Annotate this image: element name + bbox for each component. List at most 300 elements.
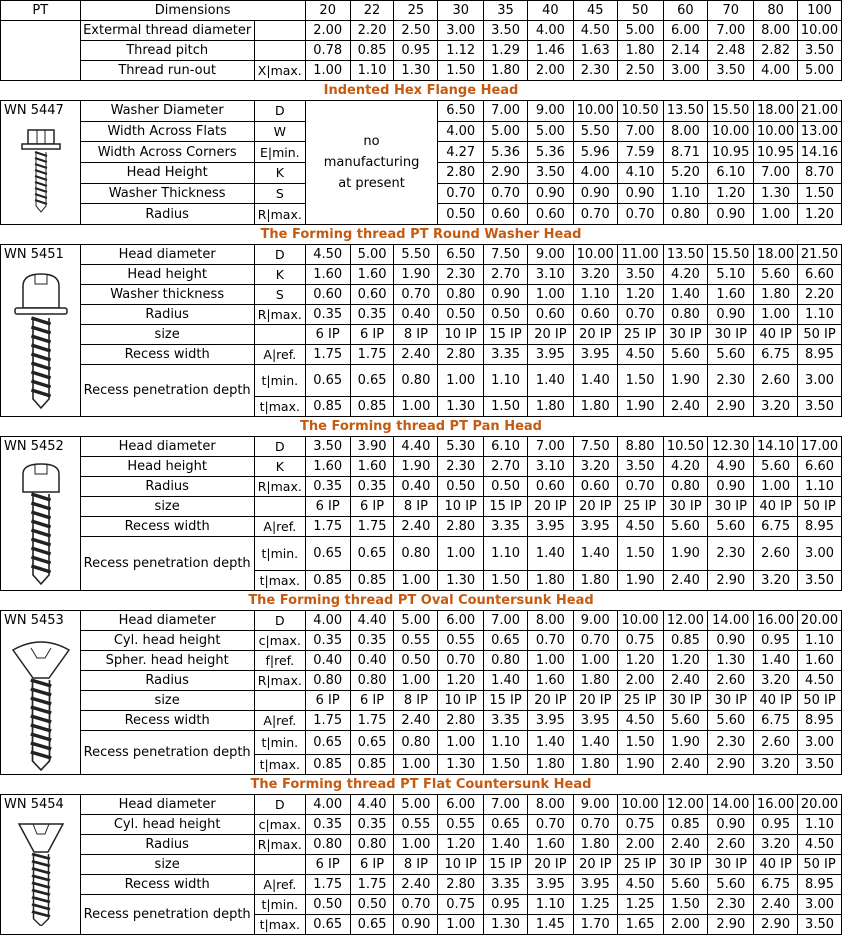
value-cell: 0.50 xyxy=(484,305,528,325)
value-cell: 1.20 xyxy=(438,671,484,691)
value-cell: 2.50 xyxy=(394,21,438,41)
column-header-size: 22 xyxy=(350,1,394,21)
general-row xyxy=(1,61,842,81)
value-cell: 1.20 xyxy=(438,835,484,855)
value-cell: 10.00 xyxy=(708,121,754,142)
round-washer-screw-icon xyxy=(11,268,71,416)
value-cell: 15 IP xyxy=(484,497,528,517)
section-title: Indented Hex Flange Head xyxy=(1,81,842,101)
value-cell: 2.30 xyxy=(708,537,754,571)
value-cell: 4.50 xyxy=(305,245,350,265)
value-cell: 4.50 xyxy=(617,345,663,365)
product-code-cell xyxy=(1,245,81,417)
value-cell: 6.60 xyxy=(798,265,842,285)
value-cell: 6.00 xyxy=(663,21,708,41)
value-cell: 1.90 xyxy=(394,265,438,285)
value-cell: 1.90 xyxy=(663,731,708,755)
row-symbol: S xyxy=(254,285,305,305)
value-cell: 7.00 xyxy=(617,121,663,142)
value-cell: 4.50 xyxy=(798,835,842,855)
row-symbol xyxy=(254,41,305,61)
product-code-cell xyxy=(1,437,81,591)
value-cell: 0.80 xyxy=(394,537,438,571)
value-cell: 1.75 xyxy=(305,345,350,365)
value-cell: 15 IP xyxy=(484,855,528,875)
row-label: Cyl. head height xyxy=(80,815,254,835)
value-cell: 0.50 xyxy=(438,204,484,225)
value-cell: 30 IP xyxy=(663,855,708,875)
product-code: WN 5454 xyxy=(4,797,64,812)
flat-row xyxy=(1,815,842,835)
value-cell: 5.60 xyxy=(708,711,754,731)
value-cell: 14.10 xyxy=(754,437,798,457)
value-cell: 40 IP xyxy=(754,497,798,517)
value-cell: 3.00 xyxy=(438,21,484,41)
value-cell: 1.46 xyxy=(527,41,573,61)
column-header-size: 40 xyxy=(527,1,573,21)
value-cell: 0.70 xyxy=(438,183,484,204)
flat-penetration-row xyxy=(1,895,842,915)
value-cell: 2.30 xyxy=(573,61,617,81)
value-cell: 1.75 xyxy=(305,517,350,537)
value-cell: 3.50 xyxy=(798,915,842,935)
value-cell: 0.65 xyxy=(484,631,528,651)
value-cell: 30 IP xyxy=(708,855,754,875)
value-cell: 1.90 xyxy=(617,755,663,775)
column-header-size: 80 xyxy=(754,1,798,21)
value-cell: 3.95 xyxy=(527,711,573,731)
oval-penetration-row xyxy=(1,731,842,755)
value-cell: 0.90 xyxy=(708,204,754,225)
value-cell: 1.75 xyxy=(305,711,350,731)
value-cell: 13.50 xyxy=(663,101,708,122)
value-cell: 20 IP xyxy=(573,855,617,875)
value-cell: 4.00 xyxy=(305,795,350,815)
value-cell: 1.80 xyxy=(573,397,617,417)
value-cell: 5.00 xyxy=(394,611,438,631)
value-cell: 3.20 xyxy=(754,755,798,775)
row-symbol xyxy=(254,325,305,345)
value-cell: 1.90 xyxy=(617,571,663,591)
value-cell: 8.70 xyxy=(798,162,842,183)
value-cell: 0.80 xyxy=(663,204,708,225)
value-cell: 25 IP xyxy=(617,325,663,345)
value-cell: 0.50 xyxy=(394,651,438,671)
value-cell: 12.30 xyxy=(708,437,754,457)
pan-row xyxy=(1,457,842,477)
value-cell: 6 IP xyxy=(305,497,350,517)
product-code: WN 5447 xyxy=(4,103,64,118)
value-cell: 0.75 xyxy=(617,815,663,835)
value-cell: 1.65 xyxy=(617,915,663,935)
value-cell: 30 IP xyxy=(708,691,754,711)
oval-row xyxy=(1,631,842,651)
value-cell: 10.00 xyxy=(573,245,617,265)
value-cell: 3.10 xyxy=(527,265,573,285)
value-cell: 1.40 xyxy=(573,731,617,755)
product-code-cell xyxy=(1,611,81,775)
row-label: Recess width xyxy=(80,875,254,895)
value-cell: 5.00 xyxy=(527,121,573,142)
oval-row xyxy=(1,691,842,711)
no-manufacturing-note: no manufacturing at present xyxy=(305,101,438,225)
value-cell: 0.85 xyxy=(350,571,394,591)
value-cell: 2.00 xyxy=(617,835,663,855)
value-cell: 1.00 xyxy=(754,204,798,225)
pan-penetration-row xyxy=(1,537,842,571)
value-cell: 0.90 xyxy=(527,183,573,204)
value-cell: 0.35 xyxy=(350,631,394,651)
round-row xyxy=(1,245,842,265)
value-cell: 20 IP xyxy=(573,325,617,345)
value-cell: 0.35 xyxy=(305,477,350,497)
value-cell: 4.00 xyxy=(754,61,798,81)
value-cell: 1.50 xyxy=(484,755,528,775)
value-cell: 8.00 xyxy=(754,21,798,41)
value-cell: 1.90 xyxy=(663,537,708,571)
value-cell: 3.95 xyxy=(573,875,617,895)
value-cell: 8.95 xyxy=(798,517,842,537)
value-cell: 8 IP xyxy=(394,855,438,875)
row-symbol: E|min. xyxy=(254,142,305,163)
value-cell: 3.00 xyxy=(798,731,842,755)
value-cell: 1.10 xyxy=(484,365,528,397)
value-cell: 5.60 xyxy=(663,711,708,731)
value-cell: 40 IP xyxy=(754,691,798,711)
value-cell: 1.80 xyxy=(617,41,663,61)
value-cell: 10.00 xyxy=(573,101,617,122)
value-cell: 1.30 xyxy=(484,915,528,935)
value-cell: 1.10 xyxy=(798,815,842,835)
pan-head-screw-icon xyxy=(11,460,71,590)
value-cell: 2.40 xyxy=(663,671,708,691)
row-label: Thread run-out xyxy=(80,61,254,81)
value-cell: 0.95 xyxy=(484,895,528,915)
value-cell: 0.65 xyxy=(305,365,350,397)
value-cell: 3.95 xyxy=(527,875,573,895)
row-symbol: D xyxy=(254,101,305,122)
value-cell: 6.50 xyxy=(438,101,484,122)
pan-row xyxy=(1,497,842,517)
value-cell: 5.00 xyxy=(798,61,842,81)
value-cell: 1.00 xyxy=(527,285,573,305)
flat-row xyxy=(1,875,842,895)
value-cell: 7.00 xyxy=(527,437,573,457)
column-header-size: 30 xyxy=(438,1,484,21)
value-cell: 10.50 xyxy=(663,437,708,457)
product-code-cell xyxy=(1,101,81,225)
value-cell: 1.50 xyxy=(663,895,708,915)
section-title-row xyxy=(1,591,842,611)
row-symbol: R|max. xyxy=(254,477,305,497)
row-symbol: K xyxy=(254,457,305,477)
value-cell: 0.50 xyxy=(350,895,394,915)
value-cell: 1.20 xyxy=(663,651,708,671)
value-cell: 2.80 xyxy=(438,517,484,537)
value-cell: 2.60 xyxy=(708,671,754,691)
value-cell: 1.60 xyxy=(798,651,842,671)
section-title-row xyxy=(1,417,842,437)
value-cell: 1.00 xyxy=(394,755,438,775)
row-symbol: W xyxy=(254,121,305,142)
value-cell: 0.85 xyxy=(350,397,394,417)
value-cell: 1.60 xyxy=(305,457,350,477)
row-label: Radius xyxy=(80,477,254,497)
value-cell: 3.95 xyxy=(573,517,617,537)
value-cell: 3.20 xyxy=(754,397,798,417)
value-cell: 5.60 xyxy=(708,875,754,895)
value-cell: 4.27 xyxy=(438,142,484,163)
value-cell: 1.00 xyxy=(394,571,438,591)
value-cell: 1.12 xyxy=(438,41,484,61)
value-cell: 6.75 xyxy=(754,711,798,731)
value-cell: 14.00 xyxy=(708,611,754,631)
row-label: Extermal thread diameter xyxy=(80,21,254,41)
value-cell: 4.50 xyxy=(617,711,663,731)
value-cell: 4.40 xyxy=(350,611,394,631)
value-cell: 21.50 xyxy=(798,245,842,265)
oval-row xyxy=(1,711,842,731)
oval-row xyxy=(1,611,842,631)
value-cell: 2.40 xyxy=(663,571,708,591)
value-cell: 3.50 xyxy=(305,437,350,457)
row-symbol: A|ref. xyxy=(254,517,305,537)
value-cell: 0.70 xyxy=(573,631,617,651)
value-cell: 0.60 xyxy=(527,204,573,225)
value-cell: 1.60 xyxy=(305,265,350,285)
value-cell: 3.20 xyxy=(754,571,798,591)
value-cell: 1.90 xyxy=(617,397,663,417)
value-cell: 6.50 xyxy=(438,245,484,265)
value-cell: 10.00 xyxy=(754,121,798,142)
value-cell: 3.00 xyxy=(798,895,842,915)
value-cell: 9.00 xyxy=(573,611,617,631)
header-row xyxy=(1,1,842,21)
value-cell: 0.55 xyxy=(438,815,484,835)
value-cell: 5.60 xyxy=(708,517,754,537)
value-cell: 0.35 xyxy=(350,477,394,497)
value-cell: 1.30 xyxy=(754,183,798,204)
value-cell: 0.40 xyxy=(305,651,350,671)
row-symbol: f|ref. xyxy=(254,651,305,671)
value-cell: 5.50 xyxy=(394,245,438,265)
value-cell: 1.75 xyxy=(350,711,394,731)
value-cell: 16.00 xyxy=(754,611,798,631)
value-cell: 1.75 xyxy=(350,517,394,537)
value-cell: 1.50 xyxy=(484,397,528,417)
value-cell: 0.55 xyxy=(394,631,438,651)
value-cell: 3.50 xyxy=(798,397,842,417)
value-cell: 13.50 xyxy=(663,245,708,265)
value-cell: 1.10 xyxy=(798,477,842,497)
value-cell: 4.20 xyxy=(663,265,708,285)
value-cell: 2.80 xyxy=(438,875,484,895)
value-cell: 8 IP xyxy=(394,691,438,711)
value-cell: 6 IP xyxy=(350,497,394,517)
row-symbol: A|ref. xyxy=(254,875,305,895)
round-row xyxy=(1,285,842,305)
column-header-size: 50 xyxy=(617,1,663,21)
value-cell: 2.70 xyxy=(484,265,528,285)
value-cell: 1.25 xyxy=(573,895,617,915)
value-cell: 0.80 xyxy=(663,305,708,325)
value-cell: 1.50 xyxy=(438,61,484,81)
oval-row xyxy=(1,651,842,671)
row-symbol xyxy=(254,855,305,875)
round-row xyxy=(1,345,842,365)
value-cell: 1.90 xyxy=(394,457,438,477)
value-cell: 8.00 xyxy=(663,121,708,142)
value-cell: 0.85 xyxy=(305,571,350,591)
value-cell: 3.50 xyxy=(798,755,842,775)
product-code: WN 5451 xyxy=(4,247,64,262)
value-cell: 0.80 xyxy=(305,671,350,691)
value-cell: 0.95 xyxy=(754,631,798,651)
value-cell: 6 IP xyxy=(305,325,350,345)
value-cell: 2.60 xyxy=(754,731,798,755)
value-cell: 2.90 xyxy=(708,915,754,935)
value-cell: 6.10 xyxy=(484,437,528,457)
product-code: WN 5452 xyxy=(4,439,64,454)
value-cell: 0.60 xyxy=(573,477,617,497)
value-cell: 1.30 xyxy=(394,61,438,81)
value-cell: 3.95 xyxy=(573,711,617,731)
value-cell: 5.36 xyxy=(484,142,528,163)
value-cell: 0.80 xyxy=(438,285,484,305)
value-cell: 6.75 xyxy=(754,517,798,537)
row-symbol: D xyxy=(254,437,305,457)
row-label: Recess penetration depth xyxy=(80,365,254,417)
value-cell: 2.90 xyxy=(708,571,754,591)
value-cell: 15 IP xyxy=(484,325,528,345)
row-label: Head Height xyxy=(80,162,254,183)
value-cell: 30 IP xyxy=(663,497,708,517)
row-label: Washer Diameter xyxy=(80,101,254,122)
section-title: The Forming thread PT Round Washer Head xyxy=(1,225,842,245)
row-symbol: t|min. xyxy=(254,537,305,571)
value-cell: 6 IP xyxy=(350,325,394,345)
value-cell: 1.60 xyxy=(527,835,573,855)
value-cell: 5.00 xyxy=(484,121,528,142)
value-cell: 6 IP xyxy=(305,691,350,711)
value-cell: 0.60 xyxy=(527,305,573,325)
value-cell: 1.40 xyxy=(484,835,528,855)
value-cell: 30 IP xyxy=(708,325,754,345)
value-cell: 20 IP xyxy=(527,691,573,711)
value-cell: 2.60 xyxy=(754,537,798,571)
value-cell: 9.00 xyxy=(573,795,617,815)
value-cell: 1.75 xyxy=(350,345,394,365)
value-cell: 3.35 xyxy=(484,875,528,895)
value-cell: 2.40 xyxy=(394,517,438,537)
value-cell: 1.30 xyxy=(708,651,754,671)
value-cell: 5.60 xyxy=(708,345,754,365)
row-symbol: c|max. xyxy=(254,631,305,651)
value-cell: 2.20 xyxy=(350,21,394,41)
general-row xyxy=(1,41,842,61)
value-cell: 25 IP xyxy=(617,855,663,875)
value-cell: 2.48 xyxy=(708,41,754,61)
value-cell: 4.40 xyxy=(394,437,438,457)
column-header-size: 35 xyxy=(484,1,528,21)
row-symbol: t|min. xyxy=(254,895,305,915)
value-cell: 1.90 xyxy=(663,365,708,397)
value-cell: 0.50 xyxy=(438,305,484,325)
value-cell: 30 IP xyxy=(708,497,754,517)
value-cell: 1.50 xyxy=(617,537,663,571)
value-cell: 40 IP xyxy=(754,855,798,875)
value-cell: 7.00 xyxy=(708,21,754,41)
value-cell: 0.65 xyxy=(305,915,350,935)
value-cell: 3.20 xyxy=(573,265,617,285)
value-cell: 3.00 xyxy=(798,537,842,571)
value-cell: 5.50 xyxy=(573,121,617,142)
column-header-size: 70 xyxy=(708,1,754,21)
value-cell: 6 IP xyxy=(305,855,350,875)
value-cell: 20 IP xyxy=(573,497,617,517)
flat-row xyxy=(1,795,842,815)
value-cell: 0.50 xyxy=(305,895,350,915)
value-cell: 2.90 xyxy=(484,162,528,183)
value-cell: 2.60 xyxy=(708,835,754,855)
value-cell: 1.00 xyxy=(438,365,484,397)
flat-countersunk-screw-icon xyxy=(11,818,71,926)
product-code-cell xyxy=(1,795,81,935)
value-cell: 13.00 xyxy=(798,121,842,142)
value-cell: 1.10 xyxy=(798,305,842,325)
value-cell: 50 IP xyxy=(798,325,842,345)
value-cell: 2.30 xyxy=(708,895,754,915)
value-cell: 5.96 xyxy=(573,142,617,163)
value-cell: 20.00 xyxy=(798,611,842,631)
value-cell: 0.90 xyxy=(484,285,528,305)
value-cell: 0.85 xyxy=(663,631,708,651)
round-row xyxy=(1,325,842,345)
value-cell: 8.95 xyxy=(798,345,842,365)
round-row xyxy=(1,265,842,285)
column-header-pt: PT xyxy=(1,1,81,21)
value-cell: 8.95 xyxy=(798,875,842,895)
value-cell: 0.50 xyxy=(484,477,528,497)
row-symbol: A|ref. xyxy=(254,345,305,365)
value-cell: 6.60 xyxy=(798,457,842,477)
value-cell: 2.14 xyxy=(663,41,708,61)
value-cell: 16.00 xyxy=(754,795,798,815)
row-symbol: K xyxy=(254,265,305,285)
column-header-size: 45 xyxy=(573,1,617,21)
value-cell: 7.59 xyxy=(617,142,663,163)
section-title: The Forming thread PT Flat Countersunk Head xyxy=(1,775,842,795)
value-cell: 4.00 xyxy=(305,611,350,631)
value-cell: 30 IP xyxy=(663,325,708,345)
row-label: Head diameter xyxy=(80,611,254,631)
value-cell: 0.65 xyxy=(305,537,350,571)
row-label: Recess width xyxy=(80,345,254,365)
value-cell: 10.00 xyxy=(617,795,663,815)
value-cell: 0.80 xyxy=(350,671,394,691)
value-cell: 2.00 xyxy=(305,21,350,41)
value-cell: 1.40 xyxy=(527,365,573,397)
value-cell: 9.00 xyxy=(527,101,573,122)
row-symbol: A|ref. xyxy=(254,711,305,731)
value-cell: 0.85 xyxy=(305,397,350,417)
value-cell: 1.10 xyxy=(527,895,573,915)
value-cell: 2.90 xyxy=(708,397,754,417)
value-cell: 0.65 xyxy=(350,731,394,755)
value-cell: 3.20 xyxy=(573,457,617,477)
row-label: Spher. head height xyxy=(80,651,254,671)
row-label: Recess penetration depth xyxy=(80,731,254,775)
